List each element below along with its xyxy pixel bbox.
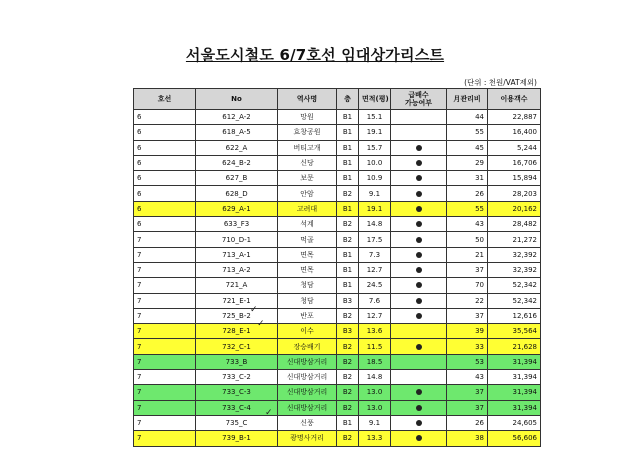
cell-fee: 33 xyxy=(447,339,488,354)
cell-area: 9.1 xyxy=(359,186,391,201)
cell-users: 16,706 xyxy=(488,155,541,170)
cell-water xyxy=(391,186,447,201)
cell-station: 신대방삼거리 xyxy=(278,370,337,385)
cell-station: 면목 xyxy=(278,262,337,277)
cell-line: 7 xyxy=(134,232,196,247)
check-mark-icon: ✓ xyxy=(265,408,273,418)
cell-line: 6 xyxy=(134,171,196,186)
cell-area: 9.1 xyxy=(359,415,391,430)
cell-users: 16,400 xyxy=(488,125,541,140)
cell-users: 22,887 xyxy=(488,110,541,125)
cell-water xyxy=(391,232,447,247)
cell-no: 735_C xyxy=(196,415,278,430)
cell-users: 56,606 xyxy=(488,431,541,446)
available-dot-icon xyxy=(416,221,422,227)
cell-fee: 29 xyxy=(447,155,488,170)
cell-station: 신풍 xyxy=(278,415,337,430)
cell-station: 망원 xyxy=(278,110,337,125)
header-area: 면적(평) xyxy=(359,89,391,110)
cell-water xyxy=(391,415,447,430)
cell-floor: B2 xyxy=(337,339,359,354)
cell-station: 신대방삼거리 xyxy=(278,385,337,400)
cell-line: 6 xyxy=(134,217,196,232)
cell-station: 버티고개 xyxy=(278,140,337,155)
cell-line: 7 xyxy=(134,324,196,339)
header-fee: 月관리비 xyxy=(447,89,488,110)
available-dot-icon xyxy=(416,206,422,212)
cell-area: 10.0 xyxy=(359,155,391,170)
cell-station: 반포 xyxy=(278,308,337,323)
cell-station: 먹골 xyxy=(278,232,337,247)
cell-station: 신대방삼거리 xyxy=(278,354,337,369)
cell-no: 721_E-1 xyxy=(196,293,278,308)
cell-floor: B2 xyxy=(337,186,359,201)
cell-water xyxy=(391,155,447,170)
cell-no: 733_C-3 xyxy=(196,385,278,400)
table-row xyxy=(134,110,541,125)
cell-area: 19.1 xyxy=(359,201,391,216)
cell-station: 광명사거리 xyxy=(278,431,337,446)
cell-no: 612_A-2 xyxy=(196,110,278,125)
cell-station: 청담 xyxy=(278,293,337,308)
cell-area: 12.7 xyxy=(359,262,391,277)
cell-no: 713_A-2 xyxy=(196,262,278,277)
cell-fee: 21 xyxy=(447,247,488,262)
cell-station: 안암 xyxy=(278,186,337,201)
cell-line: 6 xyxy=(134,201,196,216)
cell-fee: 38 xyxy=(447,431,488,446)
cell-line: 7 xyxy=(134,431,196,446)
cell-no: 728_E-1 xyxy=(196,324,278,339)
cell-floor: B3 xyxy=(337,293,359,308)
cell-area: 15.1 xyxy=(359,110,391,125)
table-body xyxy=(134,110,541,447)
cell-station: 효창공원 xyxy=(278,125,337,140)
cell-users: 35,564 xyxy=(488,324,541,339)
cell-water xyxy=(391,110,447,125)
cell-fee: 26 xyxy=(447,415,488,430)
cell-fee: 39 xyxy=(447,324,488,339)
cell-users: 21,272 xyxy=(488,232,541,247)
cell-water xyxy=(391,293,447,308)
cell-no: 721_A xyxy=(196,278,278,293)
cell-users: 52,342 xyxy=(488,278,541,293)
cell-no: 725_B-2 xyxy=(196,308,278,323)
cell-line: 7 xyxy=(134,339,196,354)
cell-water xyxy=(391,201,447,216)
cell-water xyxy=(391,278,447,293)
cell-water xyxy=(391,431,447,446)
cell-station: 이수 xyxy=(278,324,337,339)
cell-area: 7.3 xyxy=(359,247,391,262)
cell-water xyxy=(391,262,447,277)
cell-floor: B1 xyxy=(337,278,359,293)
cell-no: 733_C-4 xyxy=(196,400,278,415)
cell-line: 7 xyxy=(134,247,196,262)
cell-floor: B1 xyxy=(337,140,359,155)
cell-area: 7.6 xyxy=(359,293,391,308)
table-row xyxy=(134,308,541,323)
cell-station: 신당 xyxy=(278,155,337,170)
cell-floor: B2 xyxy=(337,308,359,323)
header-water: 급배수 가능여부 xyxy=(391,89,447,110)
cell-station: 면목 xyxy=(278,247,337,262)
cell-no: 710_D-1 xyxy=(196,232,278,247)
cell-line: 7 xyxy=(134,354,196,369)
cell-line: 6 xyxy=(134,125,196,140)
cell-area: 24.5 xyxy=(359,278,391,293)
cell-floor: B2 xyxy=(337,217,359,232)
cell-station: 보문 xyxy=(278,171,337,186)
cell-floor: B2 xyxy=(337,400,359,415)
cell-floor: B1 xyxy=(337,415,359,430)
cell-fee: 55 xyxy=(447,201,488,216)
table-row xyxy=(134,400,541,415)
check-mark-icon: ✓ xyxy=(250,305,258,315)
cell-floor: B1 xyxy=(337,171,359,186)
table-row xyxy=(134,140,541,155)
cell-users: 5,244 xyxy=(488,140,541,155)
table-row xyxy=(134,278,541,293)
cell-line: 6 xyxy=(134,155,196,170)
available-dot-icon xyxy=(416,175,422,181)
cell-users: 24,605 xyxy=(488,415,541,430)
cell-water xyxy=(391,171,447,186)
cell-users: 31,394 xyxy=(488,385,541,400)
cell-no: 713_A-1 xyxy=(196,247,278,262)
table-row xyxy=(134,354,541,369)
cell-floor: B1 xyxy=(337,247,359,262)
cell-water xyxy=(391,308,447,323)
cell-fee: 50 xyxy=(447,232,488,247)
check-mark-icon: ✓ xyxy=(257,319,265,329)
cell-no: 628_D xyxy=(196,186,278,201)
cell-line: 7 xyxy=(134,293,196,308)
available-dot-icon xyxy=(416,145,422,151)
header-users: 이용객수 xyxy=(488,89,541,110)
cell-area: 13.0 xyxy=(359,385,391,400)
available-dot-icon xyxy=(416,389,422,395)
table-row xyxy=(134,217,541,232)
cell-line: 7 xyxy=(134,400,196,415)
cell-area: 10.9 xyxy=(359,171,391,186)
cell-no: 624_B-2 xyxy=(196,155,278,170)
cell-no: 622_A xyxy=(196,140,278,155)
available-dot-icon xyxy=(416,237,422,243)
cell-water xyxy=(391,385,447,400)
cell-floor: B2 xyxy=(337,232,359,247)
cell-users: 15,894 xyxy=(488,171,541,186)
cell-fee: 31 xyxy=(447,171,488,186)
cell-water xyxy=(391,354,447,369)
table-row xyxy=(134,339,541,354)
cell-floor: B2 xyxy=(337,354,359,369)
cell-fee: 55 xyxy=(447,125,488,140)
cell-no: 629_A-1 xyxy=(196,201,278,216)
cell-users: 12,616 xyxy=(488,308,541,323)
unit-note: (단위 : 천원/VAT제외) xyxy=(464,78,537,87)
header-floor: 층 xyxy=(337,89,359,110)
cell-users: 21,628 xyxy=(488,339,541,354)
cell-no: 739_B-1 xyxy=(196,431,278,446)
available-dot-icon xyxy=(416,298,422,304)
header-line: 호선 xyxy=(134,89,196,110)
cell-line: 7 xyxy=(134,278,196,293)
cell-area: 13.0 xyxy=(359,400,391,415)
table-row xyxy=(134,431,541,446)
cell-area: 15.7 xyxy=(359,140,391,155)
cell-floor: B3 xyxy=(337,324,359,339)
cell-line: 7 xyxy=(134,385,196,400)
cell-station: 장승배기 xyxy=(278,339,337,354)
cell-no: 633_F3 xyxy=(196,217,278,232)
table-row xyxy=(134,155,541,170)
cell-station: 석계 xyxy=(278,217,337,232)
cell-water xyxy=(391,247,447,262)
cell-fee: 45 xyxy=(447,140,488,155)
cell-area: 13.3 xyxy=(359,431,391,446)
cell-no: 618_A-5 xyxy=(196,125,278,140)
cell-line: 6 xyxy=(134,186,196,201)
cell-area: 11.5 xyxy=(359,339,391,354)
cell-line: 7 xyxy=(134,415,196,430)
cell-area: 17.5 xyxy=(359,232,391,247)
available-dot-icon xyxy=(416,160,422,166)
cell-floor: B2 xyxy=(337,385,359,400)
table-row xyxy=(134,262,541,277)
cell-line: 6 xyxy=(134,110,196,125)
cell-users: 31,394 xyxy=(488,370,541,385)
cell-fee: 53 xyxy=(447,354,488,369)
cell-water xyxy=(391,140,447,155)
cell-fee: 22 xyxy=(447,293,488,308)
cell-no: 627_B xyxy=(196,171,278,186)
available-dot-icon xyxy=(416,267,422,273)
cell-area: 18.5 xyxy=(359,354,391,369)
available-dot-icon xyxy=(416,313,422,319)
table-row xyxy=(134,247,541,262)
table-row xyxy=(134,385,541,400)
cell-users: 32,392 xyxy=(488,247,541,262)
rental-list-table xyxy=(133,88,541,447)
cell-line: 6 xyxy=(134,140,196,155)
cell-floor: B2 xyxy=(337,370,359,385)
header-no: No xyxy=(196,89,278,110)
cell-users: 28,203 xyxy=(488,186,541,201)
cell-floor: B2 xyxy=(337,431,359,446)
cell-users: 20,162 xyxy=(488,201,541,216)
cell-station: 청담 xyxy=(278,278,337,293)
cell-no: 732_C-1 xyxy=(196,339,278,354)
table-row xyxy=(134,201,541,216)
document-title: 서울도시철도 6/7호선 임대상가리스트 xyxy=(185,46,445,64)
table-row xyxy=(134,324,541,339)
cell-water xyxy=(391,400,447,415)
cell-users: 31,394 xyxy=(488,354,541,369)
cell-fee: 37 xyxy=(447,400,488,415)
cell-fee: 26 xyxy=(447,186,488,201)
table-row xyxy=(134,293,541,308)
table-row xyxy=(134,232,541,247)
available-dot-icon xyxy=(416,282,422,288)
table-row xyxy=(134,171,541,186)
table-header-row xyxy=(134,89,541,110)
available-dot-icon xyxy=(416,191,422,197)
cell-water xyxy=(391,125,447,140)
table-row xyxy=(134,370,541,385)
cell-line: 7 xyxy=(134,262,196,277)
header-station: 역사명 xyxy=(278,89,337,110)
cell-floor: B1 xyxy=(337,110,359,125)
table-row xyxy=(134,415,541,430)
cell-users: 28,482 xyxy=(488,217,541,232)
cell-fee: 37 xyxy=(447,385,488,400)
available-dot-icon xyxy=(416,420,422,426)
available-dot-icon xyxy=(416,435,422,441)
cell-station: 신대방삼거리 xyxy=(278,400,337,415)
cell-fee: 44 xyxy=(447,110,488,125)
cell-no: 733_B xyxy=(196,354,278,369)
cell-water xyxy=(391,324,447,339)
cell-water xyxy=(391,370,447,385)
available-dot-icon xyxy=(416,405,422,411)
cell-fee: 37 xyxy=(447,308,488,323)
cell-fee: 43 xyxy=(447,370,488,385)
cell-floor: B1 xyxy=(337,155,359,170)
cell-area: 12.7 xyxy=(359,308,391,323)
cell-water xyxy=(391,339,447,354)
table-row xyxy=(134,125,541,140)
available-dot-icon xyxy=(416,344,422,350)
cell-floor: B1 xyxy=(337,262,359,277)
cell-area: 14.8 xyxy=(359,217,391,232)
cell-no: 733_C-2 xyxy=(196,370,278,385)
available-dot-icon xyxy=(416,252,422,258)
table-row xyxy=(134,186,541,201)
cell-users: 52,342 xyxy=(488,293,541,308)
cell-area: 14.8 xyxy=(359,370,391,385)
cell-station: 고려대 xyxy=(278,201,337,216)
cell-fee: 70 xyxy=(447,278,488,293)
cell-users: 32,392 xyxy=(488,262,541,277)
cell-area: 19.1 xyxy=(359,125,391,140)
cell-water xyxy=(391,217,447,232)
cell-line: 7 xyxy=(134,370,196,385)
cell-line: 7 xyxy=(134,308,196,323)
cell-area: 13.6 xyxy=(359,324,391,339)
cell-fee: 37 xyxy=(447,262,488,277)
cell-users: 31,394 xyxy=(488,400,541,415)
cell-fee: 43 xyxy=(447,217,488,232)
cell-floor: B1 xyxy=(337,201,359,216)
cell-floor: B1 xyxy=(337,125,359,140)
